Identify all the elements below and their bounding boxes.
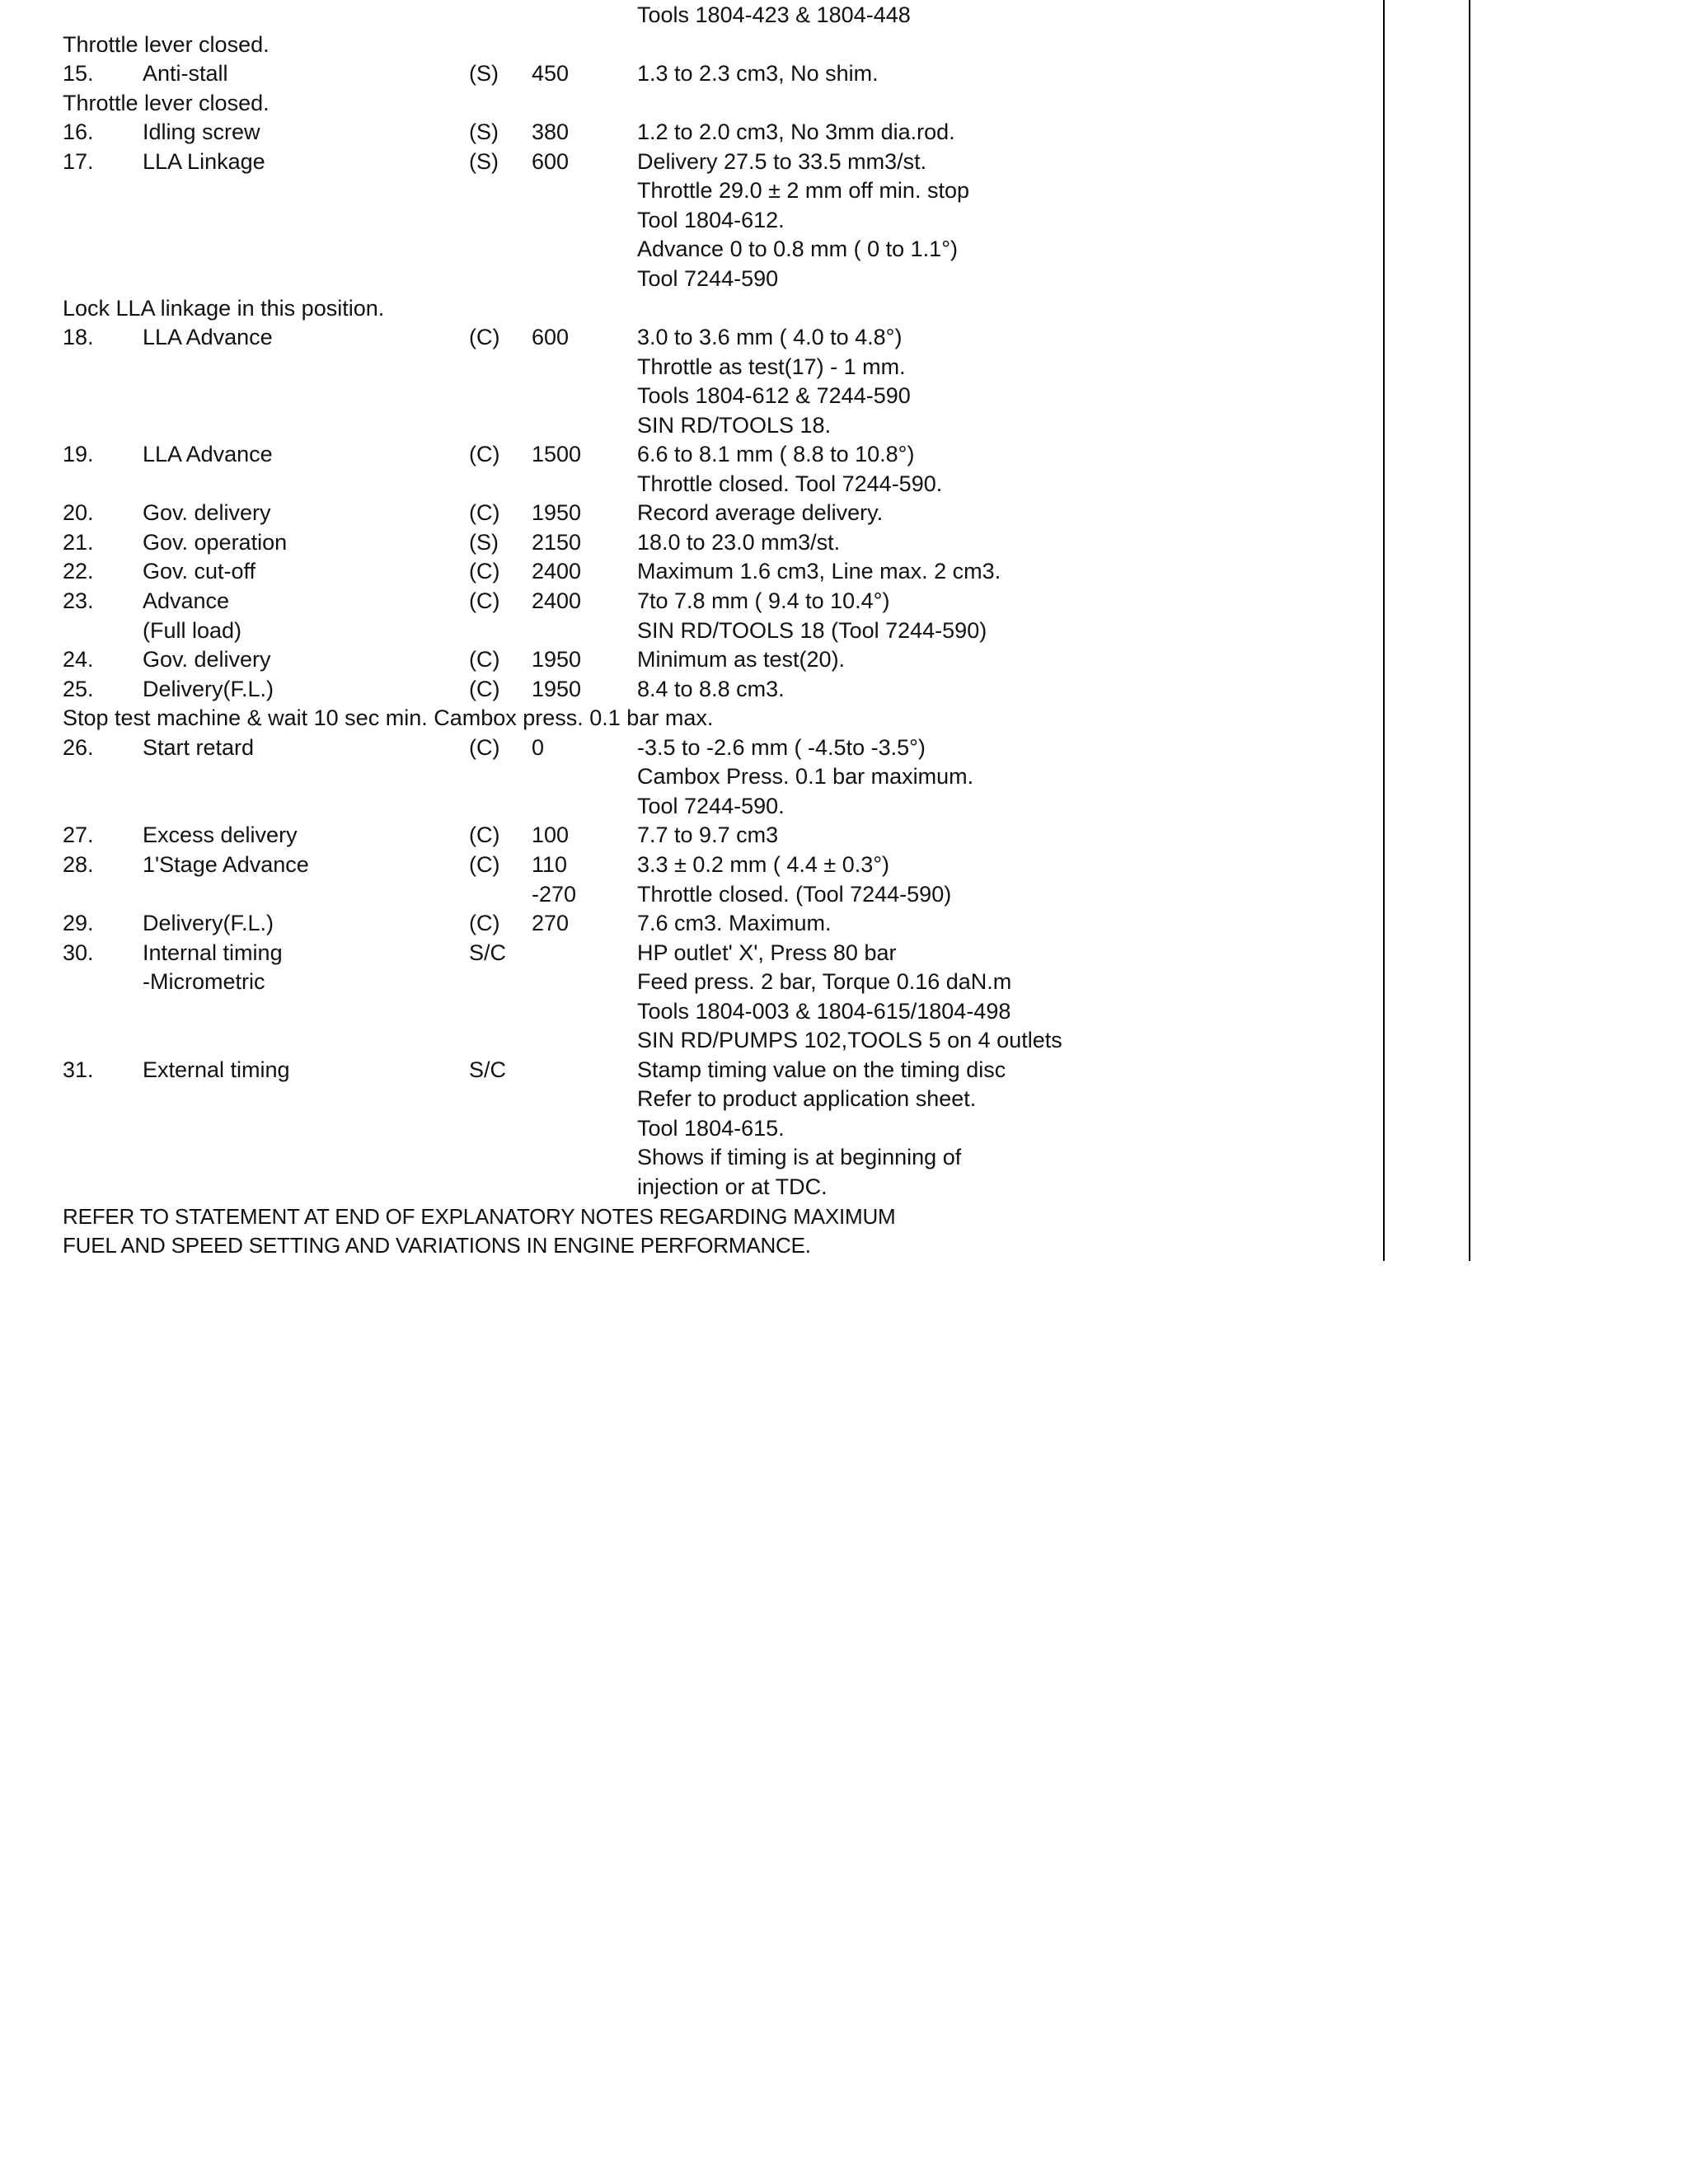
table-row: [0, 1202, 1360, 1231]
step-name: Start retard: [143, 735, 255, 760]
step-number: 25.: [63, 677, 94, 701]
step-note: -3.5 to -2.6 mm ( -4.5to -3.5°): [637, 735, 926, 760]
step-note: Tools 1804-423 & 1804-448: [637, 2, 911, 27]
step-note: injection or at TDC.: [637, 1174, 828, 1199]
step-note: Shows if timing is at beginning of: [637, 1145, 962, 1169]
step-number: 15.: [63, 61, 94, 86]
step-note: 7to 7.8 mm ( 9.4 to 10.4°): [637, 588, 890, 613]
full-width-note: FUEL AND SPEED SETTING AND VARIATIONS IN ENGINE PERFORMANCE.: [63, 1233, 811, 1258]
step-mode: (C): [469, 677, 500, 701]
step-number: 30.: [63, 940, 94, 965]
table-row: [0, 791, 1360, 821]
step-note: 1.2 to 2.0 cm3, No 3mm dia.rod.: [637, 120, 955, 144]
step-note: Tools 1804-612 & 7244-590: [637, 383, 911, 408]
step-name: LLA Advance: [143, 442, 273, 466]
step-note: 1.3 to 2.3 cm3, No shim.: [637, 61, 879, 86]
table-row: [0, 879, 1360, 909]
full-width-note: REFER TO STATEMENT AT END OF EXPLANATORY NOTES REGARDING MAXIMUM: [63, 1204, 896, 1229]
step-speed: 2150: [532, 530, 582, 555]
table-row: [0, 117, 1360, 147]
table-row: [0, 30, 1360, 59]
step-number: 26.: [63, 735, 94, 760]
step-number: 16.: [63, 120, 94, 144]
step-name: Delivery(F.L.): [143, 677, 274, 701]
table-row: [0, 996, 1360, 1026]
step-number: 29.: [63, 911, 94, 935]
table-row: [0, 967, 1360, 996]
step-note: Maximum 1.6 cm3, Line max. 2 cm3.: [637, 559, 1001, 583]
table-row: [0, 762, 1360, 791]
table-row: [0, 850, 1360, 879]
table-row: [0, 1084, 1360, 1113]
step-mode: (C): [469, 911, 500, 935]
table-row: [0, 703, 1360, 733]
step-number: 31.: [63, 1057, 94, 1082]
step-speed: 600: [532, 149, 570, 174]
step-name: Gov. delivery: [143, 647, 271, 672]
table-row: [0, 527, 1360, 557]
step-name: Idling screw: [143, 120, 260, 144]
table-row: [0, 1142, 1360, 1172]
step-mode: (C): [469, 823, 500, 847]
step-name: Gov. delivery: [143, 500, 271, 525]
step-note: Delivery 27.5 to 33.5 mm3/st.: [637, 149, 927, 174]
step-speed: 270: [532, 911, 570, 935]
table-row: [0, 644, 1360, 674]
table-row: [0, 59, 1360, 88]
step-note: 18.0 to 23.0 mm3/st.: [637, 530, 841, 555]
step-number: 18.: [63, 325, 94, 349]
step-note: SIN RD/PUMPS 102,TOOLS 5 on 4 outlets: [637, 1028, 1062, 1052]
table-row: [0, 1172, 1360, 1202]
step-name: Anti-stall: [143, 61, 228, 86]
step-note: Tool 1804-612.: [637, 208, 785, 232]
step-speed: 1950: [532, 647, 582, 672]
step-speed: 450: [532, 61, 570, 86]
full-width-note: Stop test machine & wait 10 sec min. Cambox press. 0.1 bar max.: [63, 705, 714, 730]
step-name: LLA Advance: [143, 325, 273, 349]
table-row: [0, 264, 1360, 293]
full-width-note: Lock LLA linkage in this position.: [63, 296, 385, 321]
step-mode: S/C: [469, 1057, 507, 1082]
table-row: [0, 733, 1360, 762]
step-mode: (C): [469, 442, 500, 466]
table-row: [0, 322, 1360, 352]
table-row: [0, 1230, 1360, 1260]
step-name: Internal timing: [143, 940, 283, 965]
step-mode: (C): [469, 325, 500, 349]
step-note: Tool 7244-590.: [637, 794, 785, 818]
step-speed: 0: [532, 735, 545, 760]
full-width-note: Throttle lever closed.: [63, 91, 270, 115]
step-mode: (C): [469, 559, 500, 583]
step-note: 6.6 to 8.1 mm ( 8.8 to 10.8°): [637, 442, 915, 466]
full-width-note: Throttle lever closed.: [63, 32, 270, 57]
table-row: [0, 410, 1360, 440]
table-row: [0, 381, 1360, 410]
step-note: 3.3 ± 0.2 mm ( 4.4 ± 0.3°): [637, 852, 890, 877]
step-number: 17.: [63, 149, 94, 174]
table-row: [0, 234, 1360, 264]
step-number: 21.: [63, 530, 94, 555]
step-number: 27.: [63, 823, 94, 847]
step-note: Minimum as test(20).: [637, 647, 846, 672]
table-row: [0, 0, 1360, 30]
table-row: [0, 498, 1360, 527]
step-note: Feed press. 2 bar, Torque 0.16 daN.m: [637, 969, 1012, 994]
step-speed: 110: [532, 852, 568, 877]
step-mode: (C): [469, 852, 500, 877]
step-number: 24.: [63, 647, 94, 672]
table-row: [0, 1113, 1360, 1143]
table-row: [0, 147, 1360, 176]
step-mode: (C): [469, 735, 500, 760]
step-note: Throttle closed. (Tool 7244-590): [637, 882, 952, 907]
step-name: -Micrometric: [143, 969, 265, 994]
step-note: Cambox Press. 0.1 bar maximum.: [637, 764, 974, 789]
table-row: [0, 586, 1360, 616]
step-note: Throttle closed. Tool 7244-590.: [637, 471, 943, 496]
step-mode: (C): [469, 500, 500, 525]
table-row: [0, 616, 1360, 645]
step-mode: S/C: [469, 940, 507, 965]
step-note: Refer to product application sheet.: [637, 1086, 977, 1111]
step-number: 23.: [63, 588, 94, 613]
step-speed: 380: [532, 120, 570, 144]
step-name: Delivery(F.L.): [143, 911, 274, 935]
table-row: [0, 938, 1360, 968]
step-number: 22.: [63, 559, 94, 583]
step-speed: 600: [532, 325, 570, 349]
step-speed: 2400: [532, 559, 582, 583]
step-speed: 1950: [532, 500, 582, 525]
step-note: 7.6 cm3. Maximum.: [637, 911, 832, 935]
step-note: SIN RD/TOOLS 18 (Tool 7244-590): [637, 618, 987, 643]
step-name: Advance: [143, 588, 230, 613]
step-mode: (S): [469, 61, 499, 86]
step-note: Tools 1804-003 & 1804-615/1804-498: [637, 999, 1011, 1024]
column-rule-left: [1383, 0, 1385, 1261]
table-row: [0, 674, 1360, 704]
table-row: [0, 205, 1360, 235]
step-speed: 100: [532, 823, 570, 847]
column-rule-right: [1469, 0, 1470, 1261]
table-row: [0, 352, 1360, 382]
table-row: [0, 469, 1360, 499]
step-name: External timing: [143, 1057, 290, 1082]
step-mode: (C): [469, 647, 500, 672]
step-speed: 1950: [532, 677, 582, 701]
table-row: [0, 1055, 1360, 1085]
step-note: 7.7 to 9.7 cm3: [637, 823, 779, 847]
step-mode: (S): [469, 149, 499, 174]
step-name: LLA Linkage: [143, 149, 265, 174]
step-mode: (S): [469, 530, 499, 555]
step-name: Gov. operation: [143, 530, 288, 555]
table-row: [0, 820, 1360, 850]
step-note: 8.4 to 8.8 cm3.: [637, 677, 785, 701]
step-number: 28.: [63, 852, 94, 877]
step-note: Stamp timing value on the timing disc: [637, 1057, 1006, 1082]
step-note: HP outlet' X', Press 80 bar: [637, 940, 897, 965]
table-row: [0, 293, 1360, 323]
step-note: 3.0 to 3.6 mm ( 4.0 to 4.8°): [637, 325, 903, 349]
step-note: Advance 0 to 0.8 mm ( 0 to 1.1°): [637, 237, 958, 261]
step-note: Throttle as test(17) - 1 mm.: [637, 354, 906, 379]
step-speed: 1500: [532, 442, 582, 466]
step-note: Throttle 29.0 ± 2 mm off min. stop: [637, 178, 969, 203]
step-name: Gov. cut-off: [143, 559, 256, 583]
step-note: Tool 7244-590: [637, 266, 779, 291]
step-note: Record average delivery.: [637, 500, 884, 525]
table-row: [0, 176, 1360, 205]
step-number: 19.: [63, 442, 94, 466]
step-number: 20.: [63, 500, 94, 525]
table-row: [0, 908, 1360, 938]
step-name: Excess delivery: [143, 823, 298, 847]
step-name: 1'Stage Advance: [143, 852, 309, 877]
step-speed: 2400: [532, 588, 582, 613]
table-row: [0, 88, 1360, 118]
step-name: (Full load): [143, 618, 242, 643]
step-note: SIN RD/TOOLS 18.: [637, 413, 832, 438]
table-row: [0, 439, 1360, 469]
table-row: [0, 556, 1360, 586]
step-mode: (C): [469, 588, 500, 613]
step-note: Tool 1804-615.: [637, 1116, 785, 1141]
step-mode: (S): [469, 120, 499, 144]
table-row: [0, 1025, 1360, 1055]
step-speed: -270: [532, 882, 577, 907]
